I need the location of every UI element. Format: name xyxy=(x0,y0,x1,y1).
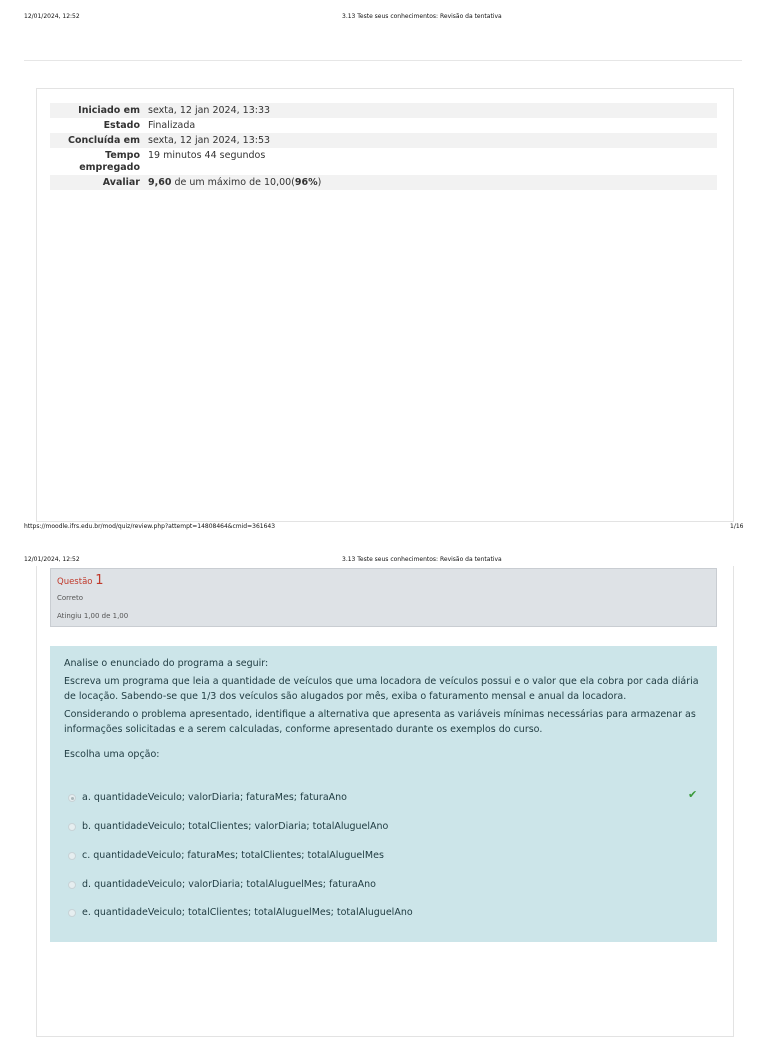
radio-e[interactable] xyxy=(68,909,76,917)
question-label xyxy=(57,573,103,588)
time-label xyxy=(50,150,148,174)
page-number-footer: 1/16 xyxy=(730,523,744,530)
question-mark: Atingiu 1,00 de 1,00 xyxy=(57,612,129,620)
time-value: 19 minutos 44 segundos xyxy=(148,149,266,161)
summary-row-grade xyxy=(50,175,717,190)
page-divider xyxy=(24,60,742,61)
answer-option-d-label: d. quantidadeVeiculo; valorDiaria; totalAluguelMes; faturaAno xyxy=(82,879,376,890)
summary-row-started xyxy=(50,103,717,118)
grade-text-2: ) xyxy=(317,176,322,188)
state-value: Finalizada xyxy=(148,119,196,131)
radio-d[interactable] xyxy=(68,881,76,889)
question-status: Correto xyxy=(57,594,83,602)
question-task: Considerando o problema apresentado, identifique a alternativa que apresenta as variáveis mínimas necessárias para armazenar as informações solicitadas e a serem calculadas, conforme apresentado durante os exemplos do curso. xyxy=(64,709,696,735)
question-number: 1 xyxy=(95,573,104,588)
print-title-header: 3.13 Teste seus conhecimentos: Revisão da tentativa xyxy=(342,13,502,20)
answer-option-c-label: c. quantidadeVeiculo; faturaMes; totalClientes; totalAluguelMes xyxy=(82,850,384,861)
radio-c[interactable] xyxy=(68,852,76,860)
time-label-line2: empregado xyxy=(79,161,140,173)
check-icon: ✔ xyxy=(688,788,698,801)
print-date-header: 12/01/2024, 12:52 xyxy=(24,13,80,20)
grade-label: Avaliar xyxy=(102,176,140,188)
question-label-text: Questão xyxy=(57,577,96,587)
summary-row-state xyxy=(50,118,717,133)
answer-option-d[interactable] xyxy=(68,879,376,890)
print-date-header-2: 12/01/2024, 12:52 xyxy=(24,556,80,563)
answer-option-e[interactable] xyxy=(68,907,413,918)
grade-score: 9,60 xyxy=(148,176,172,188)
answer-option-b[interactable] xyxy=(68,821,388,832)
question-info-panel xyxy=(50,568,717,627)
started-value: sexta, 12 jan 2024, 13:33 xyxy=(148,104,271,116)
time-label-line1: Tempo xyxy=(105,149,140,161)
summary-row-time xyxy=(50,148,717,175)
answer-option-a[interactable] xyxy=(68,792,347,803)
started-label: Iniciado em xyxy=(78,104,140,116)
answer-prompt: Escolha uma opção: xyxy=(64,749,160,760)
answer-option-c[interactable] xyxy=(68,850,384,861)
print-url-footer: https://moodle.ifrs.edu.br/mod/quiz/review.php?attempt=14808464&cmid=361643 xyxy=(24,523,276,530)
question-statement: Escreva um programa que leia a quantidade de veículos que uma locadora de veículos possui e o valor que ela cobra por cada diária de locação. Sabendo-se que 1/3 dos veículos são alugados por mês, exiba o faturamento mensal e anual da locadora. xyxy=(64,676,699,702)
radio-b[interactable] xyxy=(68,823,76,831)
grade-percent: 96% xyxy=(294,176,318,188)
print-title-header-2: 3.13 Teste seus conhecimentos: Revisão da tentativa xyxy=(342,556,502,563)
grade-text-1: de um máximo de 10,00( xyxy=(171,176,295,188)
completed-label: Concluída em xyxy=(67,134,140,146)
completed-value: sexta, 12 jan 2024, 13:53 xyxy=(148,134,271,146)
attempt-summary-table xyxy=(50,103,717,190)
radio-a[interactable] xyxy=(68,794,76,802)
answer-option-e-label: e. quantidadeVeiculo; totalClientes; totalAluguelMes; totalAluguelAno xyxy=(82,907,413,918)
question-intro: Analise o enunciado do programa a seguir: xyxy=(64,658,269,669)
summary-row-completed xyxy=(50,133,717,148)
grade-value xyxy=(148,177,717,189)
answer-option-b-label: b. quantidadeVeiculo; totalClientes; valorDiaria; totalAluguelAno xyxy=(82,821,389,832)
state-label: Estado xyxy=(103,119,140,131)
answer-option-a-label: a. quantidadeVeiculo; valorDiaria; faturaMes; faturaAno xyxy=(82,792,347,803)
